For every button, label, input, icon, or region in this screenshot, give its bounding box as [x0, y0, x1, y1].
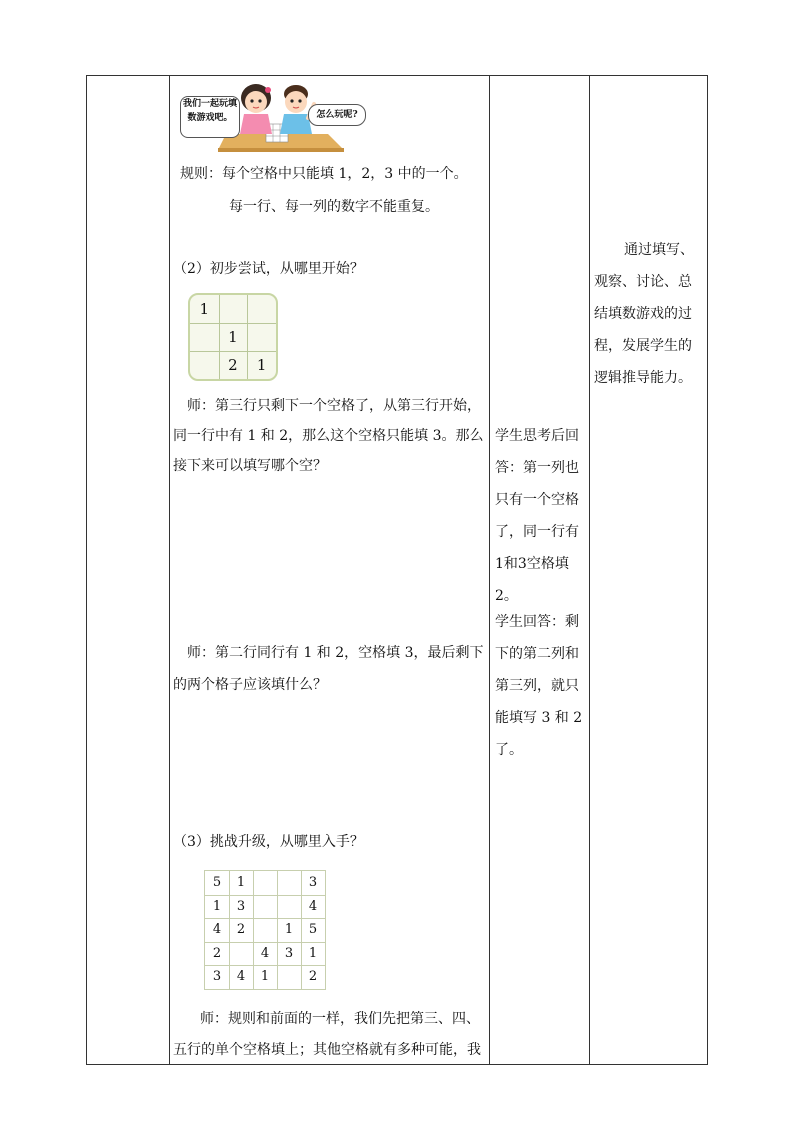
student-answer-1-line: 只有一个空格 — [495, 492, 579, 508]
puzzle-grid-5x5 — [204, 870, 326, 990]
grid-cell — [277, 895, 301, 919]
grid-cell — [247, 295, 276, 323]
grid-cell: 1 — [199, 300, 210, 318]
grid-cell: 3 — [212, 969, 222, 985]
student-answer-1-line: 答：第一列也 — [495, 460, 579, 476]
grid-cell: 1 — [236, 875, 246, 890]
grid-cell — [247, 323, 276, 351]
grid-cell: 4 — [236, 969, 246, 985]
grid-cell — [190, 323, 219, 351]
bubble-text-right: 怎么玩呢? — [316, 110, 358, 120]
student-answer-1-line: 学生思考后回 — [495, 428, 579, 444]
teacher-speech-2-line-1: 师：第二行同行有 1 和 2，空格填 3，最后剩下 — [187, 645, 484, 661]
grid-cell: 1 — [228, 328, 238, 346]
grid-cell — [253, 871, 277, 895]
lesson-table — [86, 75, 708, 1065]
student-answer-2-line: 学生回答：剩 — [495, 614, 579, 630]
grid-cell: 1 — [212, 898, 222, 914]
grid-cell: 3 — [236, 898, 246, 914]
design-purpose-line: 程，发展学生的 — [594, 338, 692, 354]
design-purpose-line: 结填数游戏的过 — [594, 306, 692, 322]
teacher-speech-1-line-1: 师：第三行只剩下一个空格了，从第三行开始， — [187, 398, 481, 414]
design-purpose-line: 逻辑推导能力。 — [594, 370, 692, 386]
student-answer-1-line: 了，同一行有 — [495, 524, 579, 540]
teacher-speech-1-line-2: 同一行中有 1 和 2，那么这个空格只能填 3。那么 — [173, 428, 484, 444]
student-answer-2-line: 了。 — [495, 742, 523, 758]
grid-cell — [253, 895, 277, 919]
grid-cell: 1 — [284, 922, 294, 938]
grid-cell: 2 — [236, 922, 246, 938]
speech-bubble-right — [308, 104, 366, 126]
teacher-speech-1-line-3: 接下来可以填写哪个空？ — [173, 458, 327, 474]
grid-cell — [190, 351, 219, 379]
student-answer-2 — [495, 606, 591, 766]
grid-cell: 1 — [256, 356, 267, 374]
grid-cell: 2 — [308, 969, 318, 985]
grid-cell: 3 — [308, 875, 318, 890]
column-divider — [169, 76, 170, 1064]
grid-cell: 1 — [260, 969, 270, 985]
student-answer-2-line: 第三列，就只 — [495, 678, 579, 694]
teacher-speech-3-line-1: 师：规则和前面的一样，我们先把第三、四、 — [200, 1011, 480, 1027]
grid-cell: 4 — [308, 898, 318, 914]
rules-line-1: 规则：每个空格中只能填 1，2，3 中的一个。 — [180, 166, 468, 182]
grid-cell: 5 — [308, 922, 318, 938]
grid-cell — [229, 942, 253, 966]
column-divider — [489, 76, 490, 1064]
step3-heading: （3）挑战升级，从哪里入手？ — [173, 834, 364, 850]
puzzle-grid-3x3 — [188, 293, 278, 381]
grid-cell — [277, 871, 301, 895]
student-answer-2-line: 下的第二列和 — [495, 646, 579, 662]
bubble-text-left: 我们一起玩填数游戏吧。 — [182, 99, 237, 123]
grid-cell — [219, 295, 248, 323]
grid-cell: 2 — [228, 356, 238, 374]
rules-line-2: 每一行、每一列的数字不能重复。 — [229, 199, 439, 215]
grid-cell: 4 — [212, 922, 222, 938]
speech-bubble-left — [180, 96, 240, 138]
student-answer-2-line: 能填写 3 和 2 — [495, 710, 583, 726]
design-purpose — [594, 234, 706, 394]
grid-cell: 3 — [284, 945, 294, 961]
grid-cell: 2 — [212, 945, 222, 961]
design-purpose-line: 通过填写、 — [624, 242, 694, 258]
design-purpose-line: 观察、讨论、总 — [594, 274, 692, 290]
step2-heading: （2）初步尝试，从哪里开始？ — [173, 261, 364, 277]
grid-cell: 4 — [260, 945, 270, 961]
grid-cell: 5 — [212, 875, 222, 890]
student-answer-1-line: 1和3空格填 2。 — [495, 556, 569, 604]
grid-cell — [253, 918, 277, 942]
teacher-speech-3-line-2: 五行的单个空格填上；其他空格就有多种可能，我 — [173, 1042, 481, 1058]
teacher-speech-2-line-2: 的两个格子应该填什么？ — [173, 677, 327, 693]
grid-cell: 1 — [308, 945, 318, 961]
grid-cell — [277, 965, 301, 989]
student-answer-1 — [495, 420, 591, 612]
